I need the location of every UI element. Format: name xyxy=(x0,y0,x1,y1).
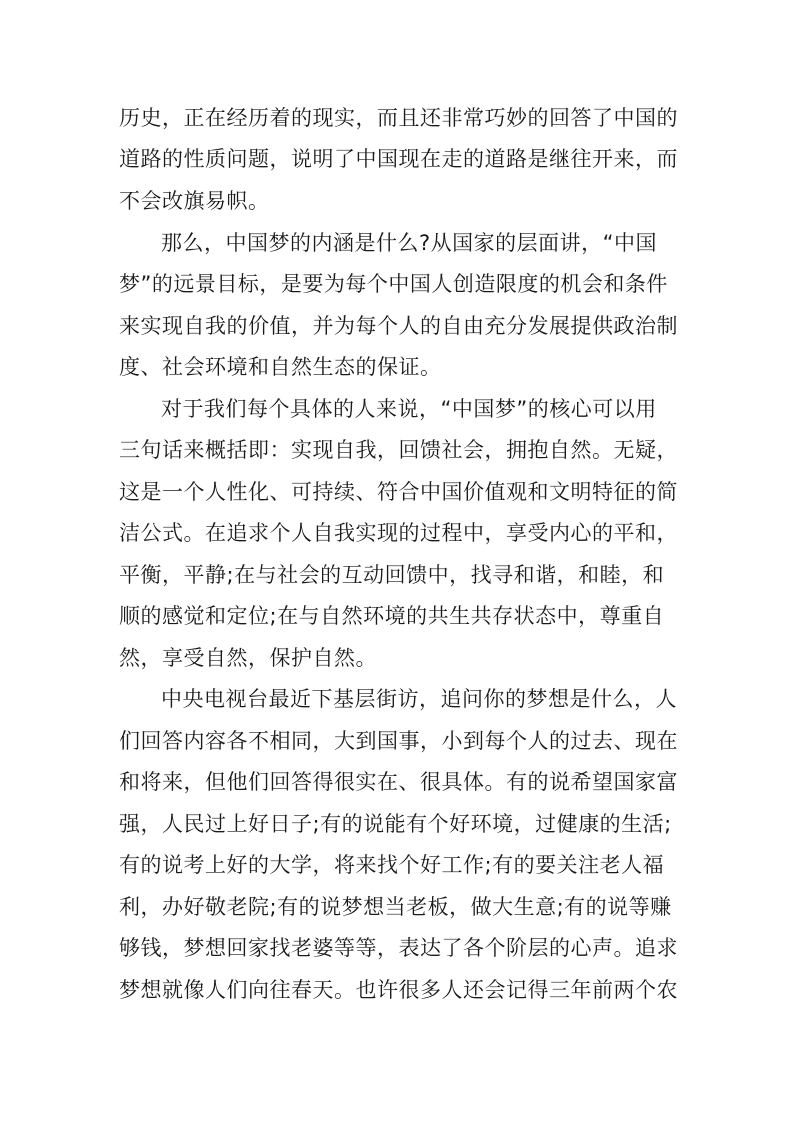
text-line: 梦想就像人们向往春天。也许很多人还会记得三年前两个农 xyxy=(119,978,678,1002)
text-line: 历史，正在经历着的现实，而且还非常巧妙的回答了中国的 xyxy=(119,106,678,130)
text-line: 和将来，但他们回答得很实在、很具体。有的说希望国家富 xyxy=(119,770,678,794)
text-line: 来实现自我的价值，并为每个人的自由充分发展提供政治制 xyxy=(119,314,678,338)
text-line: 有的说考上好的大学，将来找个好工作;有的要关注老人福 xyxy=(119,853,665,877)
text-line: 强，人民过上好日子;有的说能有个好环境，过健康的生活; xyxy=(119,812,672,836)
text-line: 三句话来概括即：实现自我，回馈社会，拥抱自然。无疑， xyxy=(119,438,678,462)
text-line: 平衡，平静;在与社会的互动回馈中，找寻和谐，和睦，和 xyxy=(119,563,665,587)
text-line: 利，办好敬老院;有的说梦想当老板，做大生意;有的说等赚 xyxy=(119,895,672,919)
text-line: 们回答内容各不相同，大到国事，小到每个人的过去、现在 xyxy=(119,729,678,753)
text-line: 度、社会环境和自然生态的保证。 xyxy=(119,355,442,379)
paragraph-first-line: 那么，中国梦的内涵是什么?从国家的层面讲，“中国 xyxy=(161,231,658,255)
text-line: 道路的性质问题，说明了中国现在走的道路是继往开来，而 xyxy=(119,147,678,171)
paragraph-first-line: 对于我们每个具体的人来说，“中国梦”的核心可以用 xyxy=(161,397,657,421)
text-line: 够钱，梦想回家找老婆等等，表达了各个阶层的心声。追求 xyxy=(119,936,678,960)
text-line: 梦”的远景目标，是要为每个中国人创造限度的机会和条件 xyxy=(119,272,668,296)
text-line: 这是一个人性化、可持续、符合中国价值观和文明特征的简 xyxy=(119,480,678,504)
text-line: 顺的感觉和定位;在与自然环境的共生共存状态中，尊重自 xyxy=(119,604,665,628)
text-line: 不会改旗易帜。 xyxy=(119,189,270,213)
paragraph-first-line: 中央电视台最近下基层街访，追问你的梦想是什么，人 xyxy=(161,687,677,711)
text-line: 然，享受自然，保护自然。 xyxy=(119,646,377,670)
text-line: 洁公式。在追求个人自我实现的过程中，享受内心的平和， xyxy=(119,521,678,545)
